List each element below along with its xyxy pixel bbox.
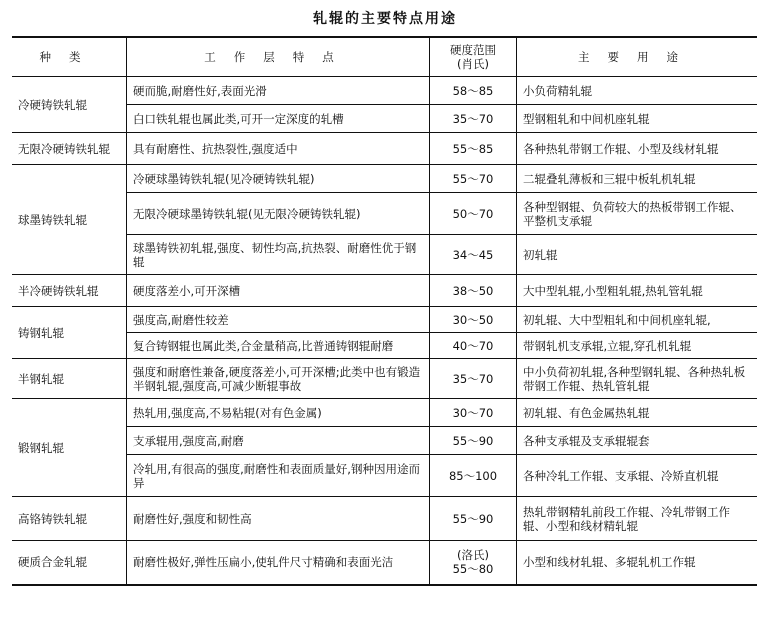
table-row [12,77,757,105]
type-cell: 球墨铸铁轧辊 [12,165,127,275]
hardness-cell: 50～70 [430,193,517,235]
table-row [12,133,757,165]
hardness-cell: (洛氏) 55～80 [430,541,517,585]
hardness-cell: 55～90 [430,497,517,541]
usage-cell: 小型和线材轧辊、多辊轧机工作辊 [517,541,758,585]
header-hardness: 硬度范围 (肖氏) [430,37,517,77]
features-cell: 硬度落差小,可开深槽 [127,275,430,307]
header-usage: 主要用途 [517,37,758,77]
page-title: 轧辊的主要特点用途 [313,11,457,27]
hardness-cell: 55～70 [430,165,517,193]
features-cell: 耐磨性好,强度和韧性高 [127,497,430,541]
table-row [12,497,757,541]
type-cell: 半冷硬铸铁轧辊 [12,275,127,307]
type-cell: 硬质合金轧辊 [12,541,127,585]
hardness-cell: 30～50 [430,307,517,333]
features-cell: 耐磨性极好,弹性压扁小,使轧件尺寸精确和表面光洁 [127,541,430,585]
type-cell: 无限冷硬铸铁轧辊 [12,133,127,165]
features-cell: 复合铸钢辊也属此类,合金量稍高,比普通铸钢辊耐磨 [127,333,430,359]
usage-cell: 热轧带钢精轧前段工作辊、冷轧带钢工作辊、小型和线材精轧辊 [517,497,758,541]
hardness-cell: 58～85 [430,77,517,105]
features-cell: 白口铁轧辊也属此类,可开一定深度的轧槽 [127,105,430,133]
usage-cell: 小负荷精轧辊 [517,77,758,105]
hardness-cell: 34～45 [430,235,517,275]
table-row [12,307,757,333]
type-cell: 高铬铸铁轧辊 [12,497,127,541]
type-cell: 锻钢轧辊 [12,399,127,497]
features-cell: 热轧用,强度高,不易粘辊(对有色金属) [127,399,430,427]
usage-cell: 型钢粗轧和中间机座轧辊 [517,105,758,133]
type-cell: 冷硬铸铁轧辊 [12,77,127,133]
usage-cell: 初轧辊、有色金属热轧辊 [517,399,758,427]
usage-cell: 各种冷轧工作辊、支承辊、冷矫直机辊 [517,455,758,497]
hardness-cell: 55～85 [430,133,517,165]
header-row [12,37,757,77]
table-row [12,359,757,399]
table-row [12,541,757,585]
table-row [12,399,757,427]
usage-cell: 各种型钢辊、负荷较大的热板带钢工作辊、平整机支承辊 [517,193,758,235]
features-cell: 强度和耐磨性兼备,硬度落差小,可开深槽;此类中也有锻造半钢轧辊,强度高,可减少断辊事故 [127,359,430,399]
features-cell: 冷硬球墨铸铁轧辊(见冷硬铸铁轧辊) [127,165,430,193]
type-cell: 半钢轧辊 [12,359,127,399]
features-cell: 硬而脆,耐磨性好,表面光滑 [127,77,430,105]
features-cell: 强度高,耐磨性较差 [127,307,430,333]
header-features: 工作层特点 [127,37,430,77]
usage-cell: 大中型轧辊,小型粗轧辊,热轧管轧辊 [517,275,758,307]
usage-cell: 初轧辊、大中型粗轧和中间机座轧辊, [517,307,758,333]
features-cell: 具有耐磨性、抗热裂性,强度适中 [127,133,430,165]
features-cell: 无限冷硬球墨铸铁轧辊(见无限冷硬铸铁轧辊) [127,193,430,235]
features-cell: 支承辊用,强度高,耐磨 [127,427,430,455]
usage-cell: 初轧辊 [517,235,758,275]
usage-cell: 各种热轧带钢工作辊、小型及线材轧辊 [517,133,758,165]
roll-table [12,36,757,586]
hardness-cell: 55～90 [430,427,517,455]
table-row [12,165,757,193]
usage-cell: 带钢轧机支承辊,立辊,穿孔机轧辊 [517,333,758,359]
hardness-cell: 35～70 [430,105,517,133]
usage-cell: 二辊叠轧薄板和三辊中板轧机轧辊 [517,165,758,193]
type-cell: 铸钢轧辊 [12,307,127,359]
usage-cell: 各种支承辊及支承辊辊套 [517,427,758,455]
features-cell: 球墨铸铁初轧辊,强度、韧性均高,抗热裂、耐磨性优于钢辊 [127,235,430,275]
table-row [12,275,757,307]
hardness-cell: 30～70 [430,399,517,427]
hardness-cell: 35～70 [430,359,517,399]
hardness-cell: 38～50 [430,275,517,307]
header-type: 种类 [12,37,127,77]
usage-cell: 中小负荷初轧辊,各种型钢轧辊、各种热轧板带钢工作辊、热轧管轧辊 [517,359,758,399]
hardness-cell: 85～100 [430,455,517,497]
features-cell: 冷轧用,有很高的强度,耐磨性和表面质量好,钢种因用途而异 [127,455,430,497]
hardness-cell: 40～70 [430,333,517,359]
